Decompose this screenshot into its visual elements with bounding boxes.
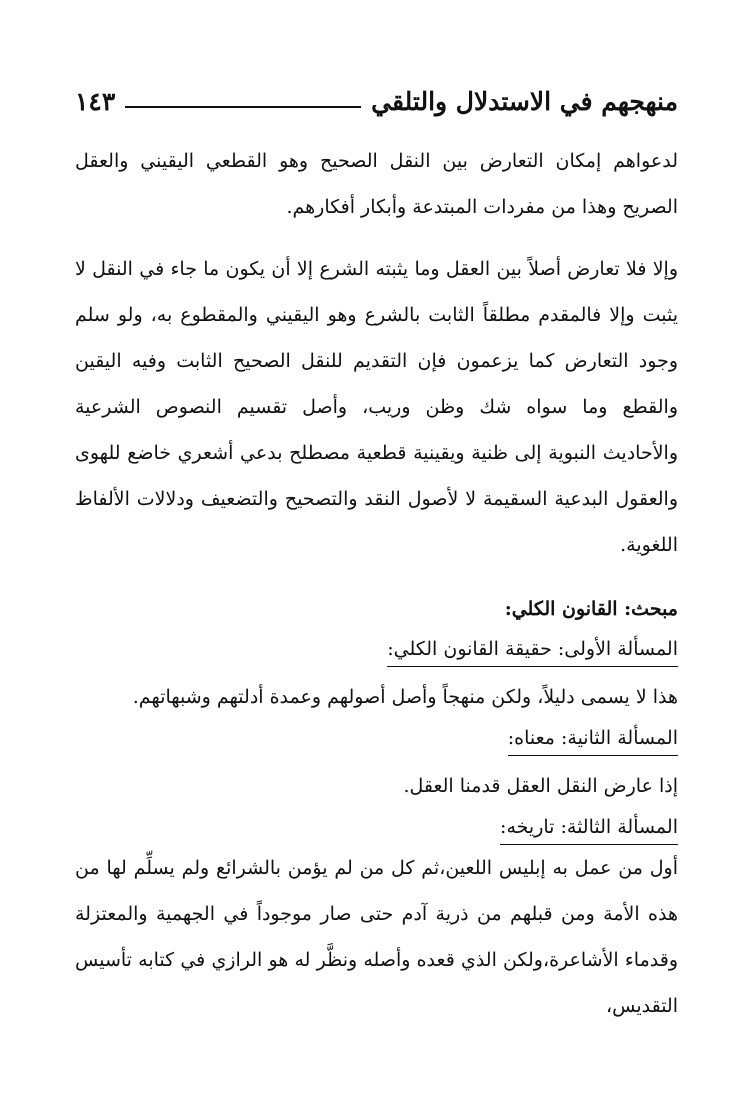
- issue-3-text: أول من عمل به إبليس اللعين،ثم كل من لم يؤمن بالشرائع ولم يسلِّم لها من هذه الأمة ومن قبلهم من ذرية آدم حتى صار موجوداً في الجهمية والمعتزلة وقدماء الأشاعرة،ولكن الذي قعده وأصله ونظَّر له هو الرازي في كتابه تأسيس التقديس،: [75, 857, 678, 1017]
- paragraph-continued: لدعواهم إمكان التعارض بين النقل الصحيح وهو القطعي اليقيني والعقل الصريح وهذا من مفردات المبتدعة وأبكار أفكارهم.: [75, 150, 678, 218]
- issue-1-text: هذا لا يسمى دليلاً، ولكن منهجاً وأصل أصولهم وعمدة أدلتهم وشبهاتهم.: [132, 686, 678, 708]
- issue-1: [75, 628, 678, 667]
- page-body: [75, 138, 678, 1029]
- issue-3-title: المسألة الثالثة: تاريخه:: [500, 810, 678, 845]
- running-header: [75, 84, 678, 118]
- paragraph-no-contradiction: وإلا فلا تعارض أصلاً بين العقل وما يثبته الشرع إلا أن يكون ما جاء في النقل لا يثبت وإلا فالمقدم مطلقاً الثابت بالشرع وهو اليقيني والمقطوع به، ولو سلم وجود التعارض كما يزعمون فإن التقديم للنقل الصحيح الثابت وفيه اليقين والقطع وما سواه شك وظن وريب، وأصل تقسيم النصوص الشرعية والأحاديث النبوية إلى ظنية ويقينية قطعية مصطلح بدعي أشعري خاضع للهوى والعقول البدعية السقيمة لا لأصول النقد والتصحيح والتضعيف ودلالات الألفاظ اللغوية.: [75, 258, 678, 556]
- header-rule: [125, 106, 361, 108]
- issue-2-title: المسألة الثانية: معناه:: [508, 721, 678, 756]
- issue-3: [75, 806, 678, 845]
- issue-1-title: المسألة الأولى: حقيقة القانون الكلي:: [387, 632, 678, 667]
- header-title: منهجهم في الاستدلال والتلقي: [371, 86, 678, 116]
- issue-2-text: إذا عارض النقل العقل قدمنا العقل.: [403, 775, 678, 797]
- issue-2: [75, 717, 678, 756]
- page-number: ١٤٣: [75, 86, 116, 116]
- section-heading: مبحث: القانون الكلي:: [504, 598, 678, 620]
